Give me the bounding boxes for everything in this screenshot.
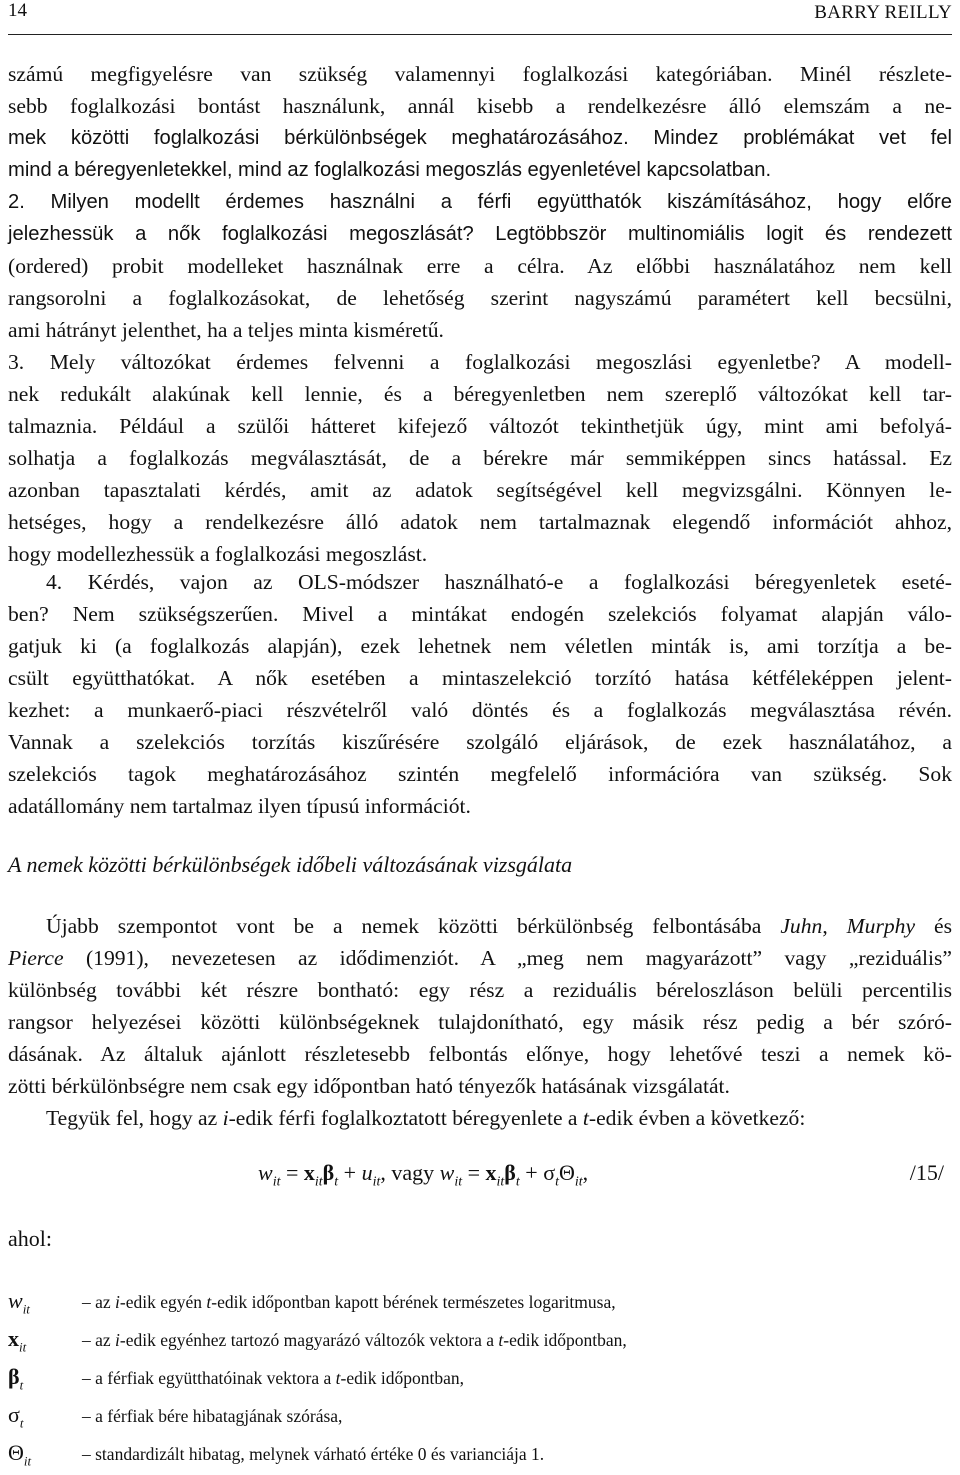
definition-x — [8, 1326, 627, 1356]
where-label: ahol: — [8, 1226, 52, 1251]
text-run: -edik évben a következő: — [588, 1106, 806, 1130]
text-line — [8, 942, 952, 974]
paragraph-4 — [8, 566, 952, 822]
author-murphy: Murphy — [846, 914, 916, 938]
text-run: -edik férfi foglalkoztatott béregyenlete a — [228, 1106, 583, 1130]
def-text: -edik időpontban, — [503, 1330, 627, 1350]
def-symbol — [8, 1440, 82, 1469]
equation-15 — [0, 1156, 960, 1196]
text-line: ben? Nem szükségszerűen. Mivel a mintákat endogén szelekciós folyamat alapján válo- — [8, 602, 952, 626]
text-line: mek közötti foglalkozási bérkülönbségek meghatározásához. Mindez problémákat vet fel — [8, 127, 952, 149]
running-head: BARRY REILLY — [814, 2, 952, 23]
eq-sub: it — [314, 1174, 323, 1190]
page-number: 14 — [8, 0, 27, 21]
equation-body — [258, 1160, 588, 1190]
definition-theta — [8, 1440, 544, 1470]
text-line: solhatja a foglalkozás megválasztását, de a bérekre már semmiképpen sincs hatással. Ez — [8, 446, 952, 470]
var-t: t — [582, 1106, 589, 1130]
author-pierce: Pierce — [8, 946, 64, 970]
var-i: i — [222, 1106, 229, 1130]
text-line — [8, 910, 952, 942]
def-var: t — [335, 1368, 341, 1388]
def-text: -edik időpontban kapott bérének természetes logaritmusa, — [211, 1292, 616, 1312]
eq-equals: = — [462, 1160, 486, 1185]
page-header — [8, 0, 952, 35]
def-symbol — [8, 1364, 82, 1393]
def-text: -edik időpontban, — [340, 1368, 464, 1388]
text-line: nek redukált alakúnak kell lennie, és a béregyenletben nem szereplő változókat kell tar- — [8, 382, 952, 406]
symbol-sub: it — [23, 1453, 32, 1469]
eq-sub: it — [574, 1174, 583, 1190]
paragraph-6 — [8, 1102, 952, 1134]
def-var: t — [206, 1292, 212, 1312]
text-run: (1991), nevezetesen az idődimenziót. A „meg nem magyarázott” vagy „reziduális” — [63, 946, 952, 970]
section-title: A nemek közötti bérkülönbségek időbeli változásának vizsgálata — [8, 852, 573, 877]
text-line: kezhet: a munkaerő-piaci részvételről való döntés és a foglalkozás megválasztása révén. — [8, 698, 952, 722]
eq-x: x — [303, 1160, 315, 1185]
text-line: jelezhessük a nők foglalkozási megoszlását? Legtöbbször multinomiális logit és rendezett — [8, 223, 952, 245]
text-line: hetséges, hogy a rendelkezésre álló adatok nem tartalmaznak elegendő információt ahhoz, — [8, 510, 952, 534]
symbol-w: w — [8, 1288, 23, 1313]
eq-sub: it — [272, 1174, 281, 1190]
text-line: számú megfigyelésre van szükség valamennyi foglalkozási kategóriában. Minél részlete- — [8, 62, 952, 86]
text-line: Vannak a szelekciós torzítás kiszűrésére szolgáló eljárások, de ezek használatához, a — [8, 730, 952, 754]
paragraph-1 — [8, 58, 952, 186]
eq-sub: t — [334, 1174, 339, 1190]
text-run: Újabb szempontot vont be a nemek közötti bérkülönbség felbontásába — [46, 914, 781, 938]
text-line — [8, 1102, 952, 1134]
text-line: 2. Milyen modellt érdemes használni a férfi együtthatók kiszámításához, hogy előre — [8, 191, 952, 213]
eq-sub: t — [515, 1174, 520, 1190]
text-line: talmaznia. Például a szülői hátteret kifejező változót tekinthetjük úgy, mint ami befolyá- — [8, 414, 952, 438]
text-line: csült együtthatókat. A nők esetében a mintaszelekció torzító hatása kétféleképpen jelent- — [8, 666, 952, 690]
text-line: rangsorolni a foglalkozásokat, de lehetőség szerint nagyszámú paramétert kell becsülni, — [8, 286, 952, 310]
def-text: -edik egyénhez tartozó magyarázó változók vektora a — [119, 1330, 499, 1350]
text-line: mind a béregyenletekkel, mind az foglalkozási megoszlás egyenletével kapcsolatban. — [8, 159, 772, 181]
eq-plus: + — [338, 1160, 362, 1185]
text-run: Tegyük fel, hogy az — [46, 1106, 223, 1130]
def-text: – standardizált hibatag, melynek várható értéke 0 és varianciája 1. — [82, 1444, 545, 1464]
def-var: t — [498, 1330, 504, 1350]
text-line: dásának. Az általuk ajánlott részletesebb felbontás előnye, hogy lehetővé teszi a nemek kö- — [8, 1042, 952, 1066]
def-text: – az — [82, 1292, 116, 1312]
symbol-sub: it — [22, 1301, 30, 1317]
eq-separator: , vagy — [380, 1160, 440, 1185]
symbol-sub: t — [19, 1377, 24, 1393]
def-text: – a férfiak bére hibatagjának szórása, — [82, 1406, 343, 1426]
def-var: i — [115, 1330, 120, 1350]
eq-end: , — [582, 1160, 589, 1185]
text-line: 4. Kérdés, vajon az OLS-módszer használható-e a foglalkozási béregyenletek eseté- — [46, 570, 952, 594]
def-symbol — [8, 1326, 82, 1355]
symbol-beta: β — [8, 1364, 20, 1389]
paragraph-2 — [8, 186, 952, 346]
symbol-x: x — [8, 1326, 19, 1351]
text-line: adatállomány nem tartalmaz ilyen típusú információt. — [8, 794, 471, 818]
eq-sigma: σ — [543, 1160, 556, 1185]
text-line: gatjuk ki (a foglalkozás alapján), ezek lehetnek nem véletlen minták is, ami torzítja a be- — [8, 634, 952, 658]
eq-w: w — [439, 1160, 455, 1185]
text-line: különbség további két részre bontható: egy rész a reziduális béreloszláson belüli percentilis — [8, 978, 952, 1002]
text-run: és — [915, 914, 952, 938]
definition-sigma — [8, 1402, 342, 1432]
text-run: , — [822, 914, 847, 938]
eq-sub: it — [454, 1174, 463, 1190]
eq-equals: = — [280, 1160, 304, 1185]
paragraph-3 — [8, 346, 952, 570]
eq-x: x — [485, 1160, 497, 1185]
eq-plus: + — [519, 1160, 544, 1185]
text-line: (ordered) probit modelleket használnak erre a célra. Az előbbi használatához nem kell — [8, 254, 952, 278]
eq-sub: it — [372, 1174, 381, 1190]
symbol-theta: Θ — [8, 1440, 24, 1465]
text-line: rangsor helyezései közötti különbségeknek tulajdonítható, egy másik rész pedig a bér szóró- — [8, 1010, 952, 1034]
def-text: – a férfiak együtthatóinak vektora a — [82, 1368, 336, 1388]
definition-beta — [8, 1364, 464, 1394]
text-line: 3. Mely változókat érdemes felvenni a foglalkozási megoszlási egyenletbe? A modell- — [8, 350, 952, 374]
def-symbol — [8, 1288, 82, 1317]
eq-beta: β — [322, 1160, 335, 1185]
text-line: azonban tapasztalati kérdés, amit az adatok segítségével kell megvizsgálni. Könnyen le- — [8, 478, 952, 502]
def-text: – az — [82, 1330, 116, 1350]
eq-beta: β — [504, 1160, 516, 1185]
text-line: zötti bérkülönbségre nem csak egy időpontban ható tényezők hatásának vizsgálatát. — [8, 1074, 730, 1098]
eq-sub: t — [555, 1174, 559, 1190]
text-line: szelekciós tagok meghatározásához szintén megfelelő információra van szükség. Sok — [8, 762, 952, 786]
text-line: ami hátrányt jelenthet, ha a teljes minta kisméretű. — [8, 318, 444, 342]
def-symbol — [8, 1402, 82, 1431]
eq-theta: Θ — [558, 1160, 575, 1185]
symbol-sigma: σ — [8, 1402, 20, 1427]
def-var: i — [115, 1292, 120, 1312]
eq-sub: it — [496, 1174, 505, 1190]
text-line: sebb foglalkozási bontást használunk, annál kisebb a rendelkezésre álló elemszám a ne- — [8, 94, 952, 118]
eq-u: u — [361, 1160, 373, 1185]
text-line: hogy modellezhessük a foglalkozási megoszlást. — [8, 542, 428, 566]
paragraph-5 — [8, 910, 952, 1102]
symbol-sub: t — [19, 1415, 24, 1431]
definition-w — [8, 1288, 616, 1318]
equation-number: /15/ — [909, 1160, 944, 1185]
eq-w: w — [258, 1160, 273, 1185]
symbol-sub: it — [19, 1339, 27, 1355]
def-text: -edik egyén — [119, 1292, 207, 1312]
author-juhn: Juhn — [780, 914, 823, 938]
